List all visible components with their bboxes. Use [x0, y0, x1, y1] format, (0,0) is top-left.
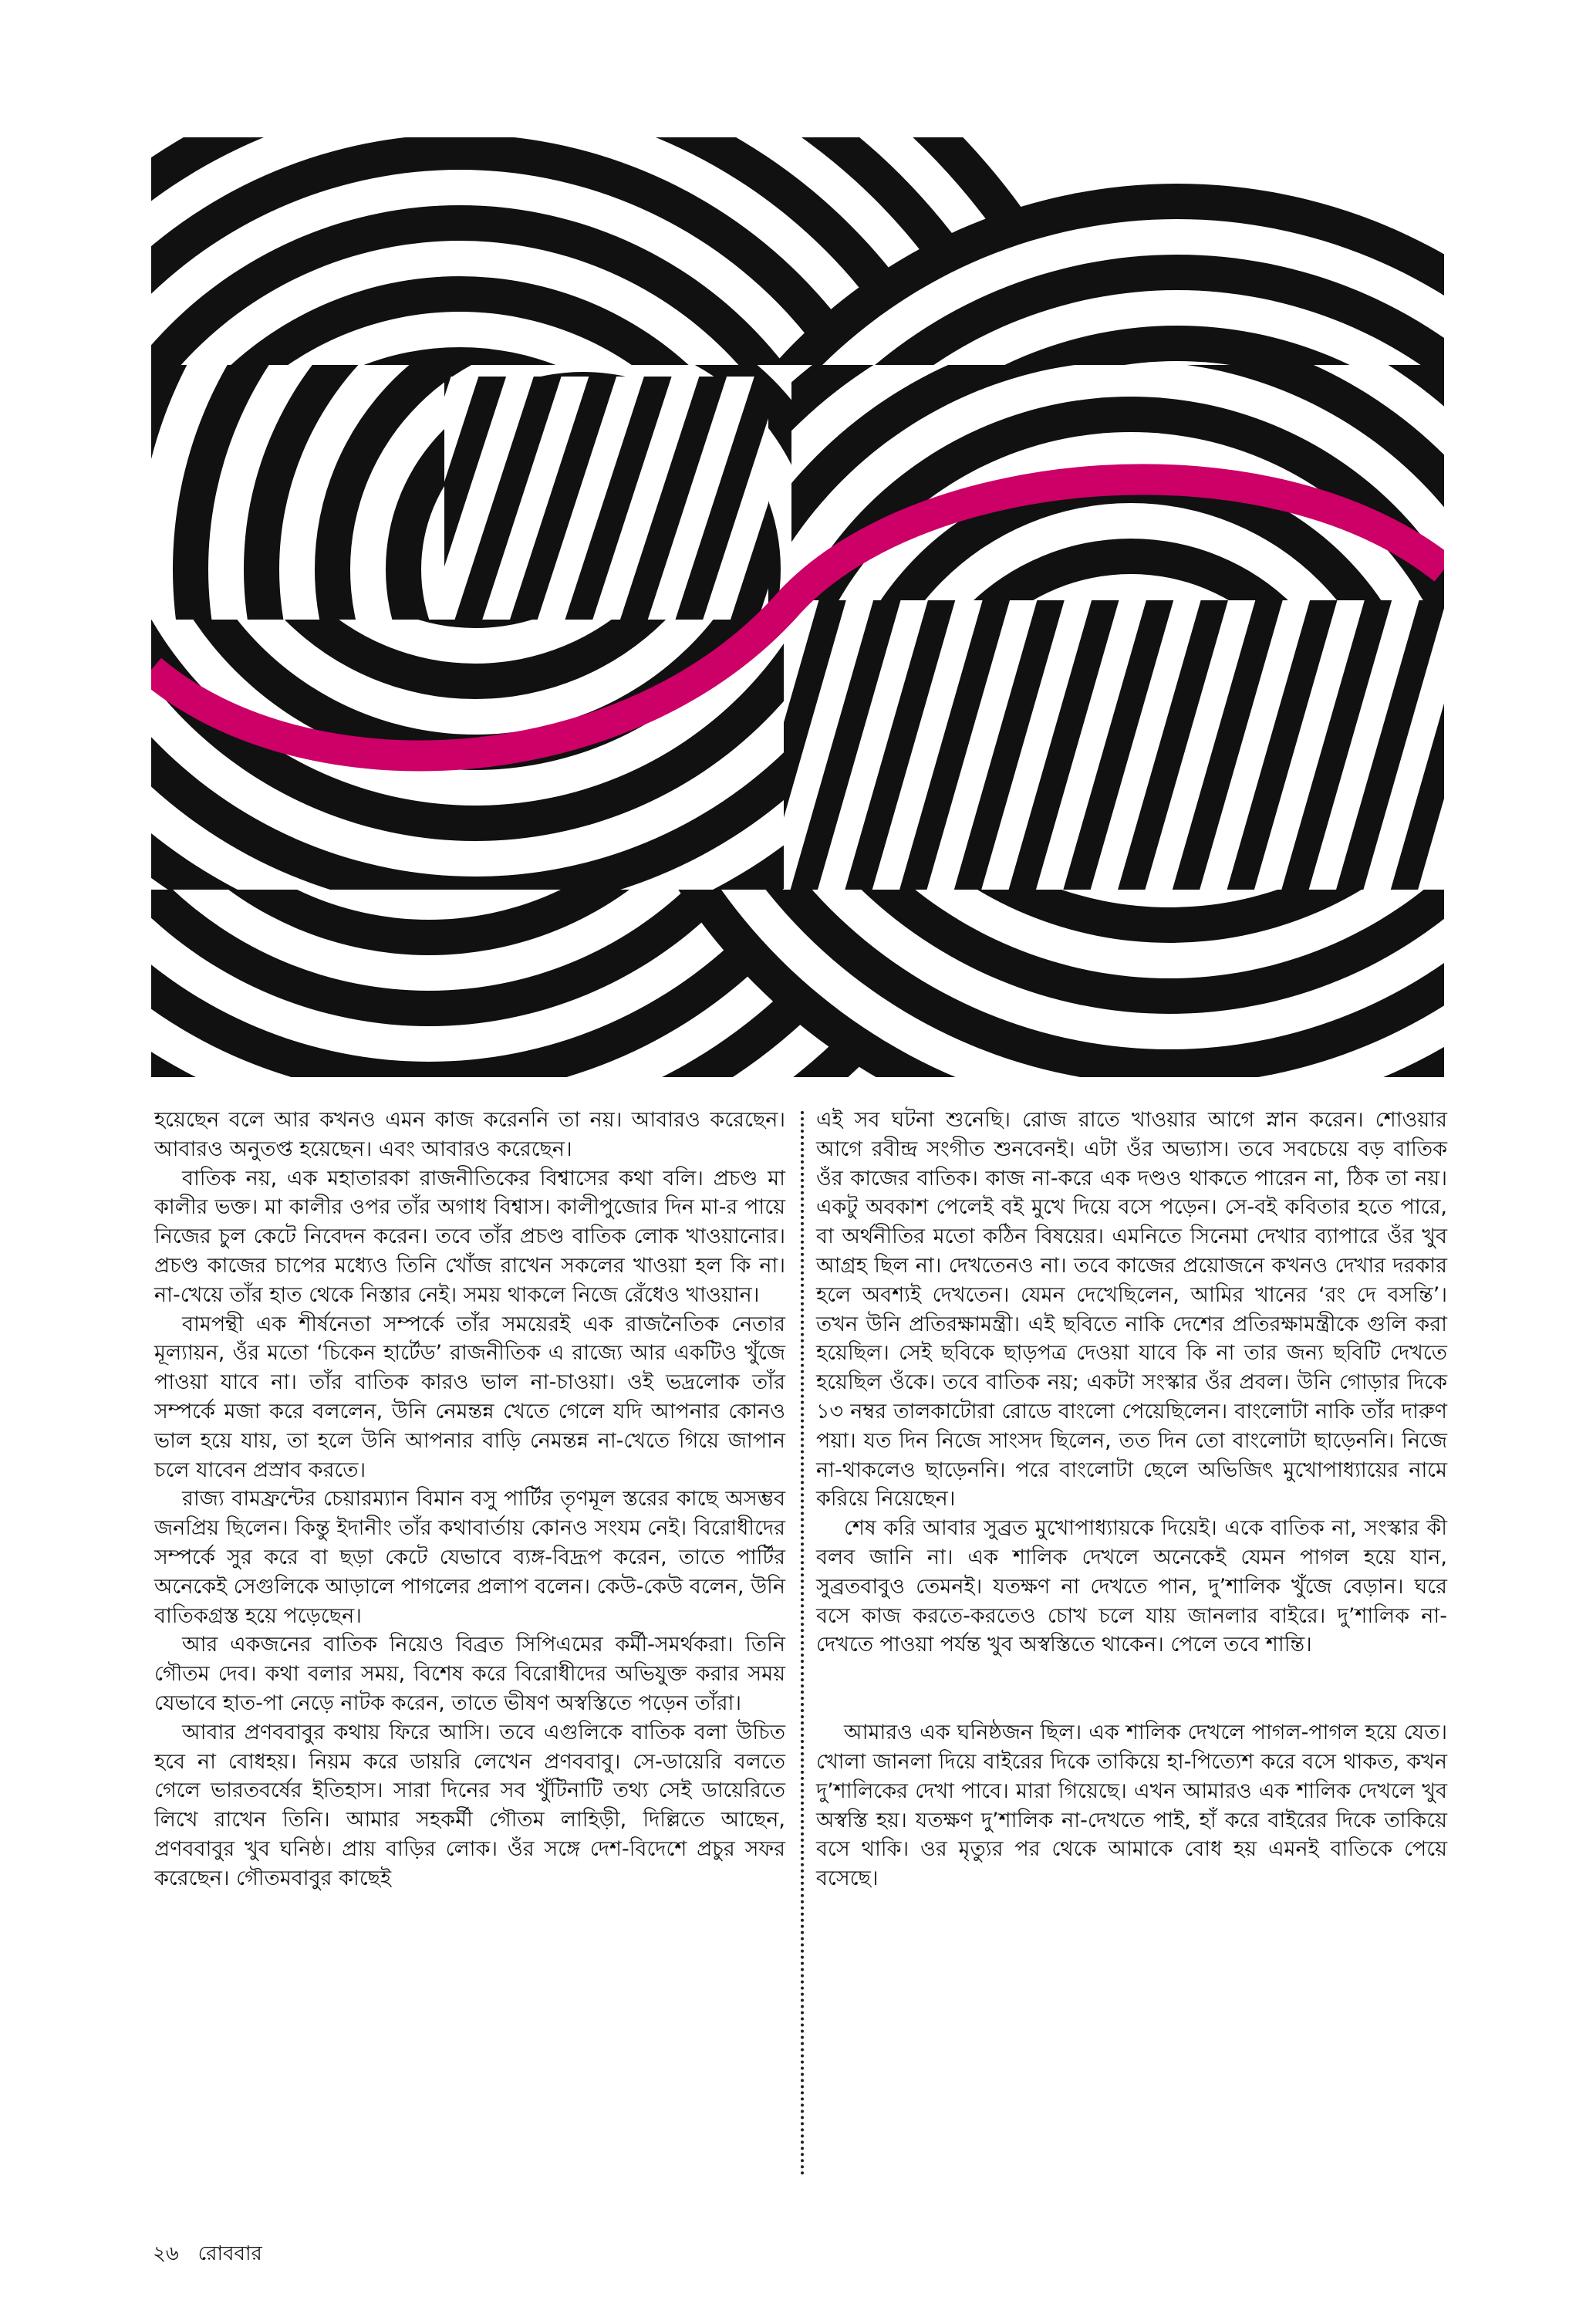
column-divider [801, 1111, 804, 2176]
article-column-left [154, 1106, 785, 1893]
paragraph: আবার প্রণববাবুর কথায় ফিরে আসি। তবে এগুলিকে বাতিক বলা উচিত হবে না বোধহয়। নিয়ম করে ডায়রি লেখেন প্রণববাবু। সে-ডায়েরি বলতে গেলে ভারতবর্ষের ইতিহাস। সারা দিনের সব খুঁটিনাটি তথ্য সেই ডায়েরিতে লিখে রাখেন তিনি। আমার সহকর্মী গৌতম লাহিড়ী, দিল্লিতে আছেন, প্রণববাবুর খুব ঘনিষ্ঠ। প্রায় বাড়ির লোক। ওঁর সঙ্গে দেশ-বিদেশে প্রচুর সফর করেছেন। গৌতমবাবুর কাছেই [154, 1720, 785, 1890]
paragraph: আমারও এক ঘনিষ্ঠজন ছিল। এক শালিক দেখলে পাগল-পাগল হয়ে যেত। খোলা জানলা দিয়ে বাইরের দিকে তাকিয়ে হা-পিত্যেশ করে বসে থাকত, কখন দু’শালিকের দেখা পাবে। মারা গিয়েছে। এখন আমারও এক শালিক দেখলে খুব অস্বস্তি হয়। যতক্ষণ দু’শালিক না-দেখতে পাই, হাঁ করে বাইরের দিকে তাকিয়ে বসে থাকি। ওর মৃত্যুর পর থেকে আমাকে বোধ হয় এমনই বাতিকে পেয়ে বসেছে। [816, 1721, 1447, 1891]
paragraph: শেষ করি আবার সুব্রত মুখোপাধ্যায়কে দিয়েই। একে বাতিক না, সংস্কার কী বলব জানি না। এক শালিক দেখলে অনেকেই যেমন পাগল হয়ে যান, সুব্রতবাবুও তেমনই। যতক্ষণ না দেখতে পান, দু’শালিক খুঁজে বেড়ান। ঘরে বসে কাজ করতে-করতেও চোখ চলে যায় জানলার বাইরে। দু’শালিক না-দেখতে পাওয়া পর্যন্ত খুব অস্বস্তিতে থাকেন। পেলে তবে শান্তি। [816, 1516, 1447, 1657]
paragraph: হয়েছেন বলে আর কখনও এমন কাজ করেননি তা নয়। আবারও করেছেন। আবারও অনুতপ্ত হয়েছেন। এবং আবারও করেছেন। [154, 1108, 785, 1161]
magazine-name: রোববার [197, 2242, 262, 2265]
paragraph: রাজ্য বামফ্রন্টের চেয়ারম্যান বিমান বসু পার্টির তৃণমূল স্তরের কাছে অসম্ভব জনপ্রিয় ছিলেন। কিন্তু ইদানীং তাঁর কথাবার্তায় কোনও সংযম নেই। বিরোধীদের সম্পর্কে সুর করে বা ছড়া কেটে যেভাবে ব্যঙ্গ-বিদ্রূপ করেন, তাতে পার্টির অনেকেই সেগুলিকে আড়ালে পাগলের প্রলাপ বলেন। কেউ-কেউ বলেন, উনি বাতিকগ্রস্ত হয়ে পড়েছেন। [154, 1487, 785, 1628]
article-column-right [816, 1106, 1447, 1893]
concentric-stripes-artwork [151, 137, 1444, 1077]
page-footer [153, 2238, 262, 2272]
page-number: ২৬ [153, 2242, 179, 2265]
paragraph: বাতিক নয়, এক মহাতারকা রাজনীতিকের বিশ্বাসের কথা বলি। প্রচণ্ড মা কালীর ভক্ত। মা কালীর ওপর তাঁর অগাধ বিশ্বাস। কালীপুজোর দিন মা-র পায়ে নিজের চুল কেটে নিবেদন করেন। তবে তাঁর প্রচণ্ড বাতিক লোক খাওয়ানোর। প্রচণ্ড কাজের চাপের মধ্যেও তিনি খোঁজ রাখেন সকলের খাওয়া হল কি না। না-খেয়ে তাঁর হাত থেকে নিস্তার নেই। সময় থাকলে নিজে রেঁধেও খাওয়ান। [154, 1166, 785, 1307]
op-art-illustration [151, 137, 1444, 1077]
paragraph: আর একজনের বাতিক নিয়েও বিব্রত সিপিএমের কর্মী-সমর্থকরা। তিনি গৌতম দেব। কথা বলার সময়, বিশেষ করে বিরোধীদের অভিযুক্ত করার সময় যেভাবে হাত-পা নেড়ে নাটক করেন, তাতে ভীষণ অস্বস্তিতে পড়েন তাঁরা। [154, 1633, 785, 1715]
paragraph: এই সব ঘটনা শুনেছি। রোজ রাতে খাওয়ার আগে স্নান করেন। শোওয়ার আগে রবীন্দ্র সংগীত শুনবেনই। এটা ওঁর অভ্যাস। তবে সবচেয়ে বড় বাতিক ওঁর কাজের বাতিক। কাজ না-করে এক দণ্ডও থাকতে পারেন না, ঠিক তা নয়। একটু অবকাশ পেলেই বই মুখে দিয়ে বসে পড়েন। সে-বই কবিতার হতে পারে, বা অর্থনীতির মতো কঠিন বিষয়ের। এমনিতে সিনেমা দেখার ব্যাপারে ওঁর খুব আগ্রহ ছিল না। দেখতেনও না। তবে কাজের প্রয়োজনে কখনও দেখার দরকার হলে অবশ্যই দেখতেন। যেমন দেখেছিলেন, আমির খানের ‘রং দে বসন্তি’। তখন উনি প্রতিরক্ষামন্ত্রী। এই ছবিতে নাকি দেশের প্রতিরক্ষামন্ত্রীকে গুলি করা হয়েছিল। সেই ছবিকে ছাড়পত্র দেওয়া যাবে কি না তার জন্য ছবিটি দেখতে হয়েছিল ওঁকে। তবে বাতিক নয়; একটা সংস্কার ওঁর প্রবল। উনি গোড়ার দিকে ১৩ নম্বর তালকাটোরা রোডে বাংলো পেয়েছিলেন। বাংলোটা নাকি তাঁর দারুণ পয়া। যত দিন নিজে সাংসদ ছিলেন, তত দিন তো বাংলোটা ছাড়েননি। নিজে না-থাকলেও ছাড়েননি। পরে বাংলোটা ছেলে অভিজিৎ মুখোপাধ্যায়ের নামে করিয়ে নিয়েছেন। [816, 1108, 1447, 1512]
paragraph: বামপন্থী এক শীর্ষনেতা সম্পর্কে তাঁর সময়েরই এক রাজনৈতিক নেতার মূল্যায়ন, ওঁর মতো ‘চিকেন হার্টেড’ রাজনীতিক এ রাজ্যে আর একটিও খুঁজে পাওয়া যাবে না। তাঁর বাতিক কারও ভাল না-চাওয়া। ওই ভদ্রলোক তাঁর সম্পর্কে মজা করে বললেন, উনি নেমন্তন্ন খেতে গেলে যদি আপনার কোনও ভাল হয়ে যায়, তা হলে উনি আপনার বাড়ি নেমন্তন্ন না-খেতে গিয়ে জাপান চলে যাবেন প্রস্রাব করতে। [154, 1312, 785, 1482]
